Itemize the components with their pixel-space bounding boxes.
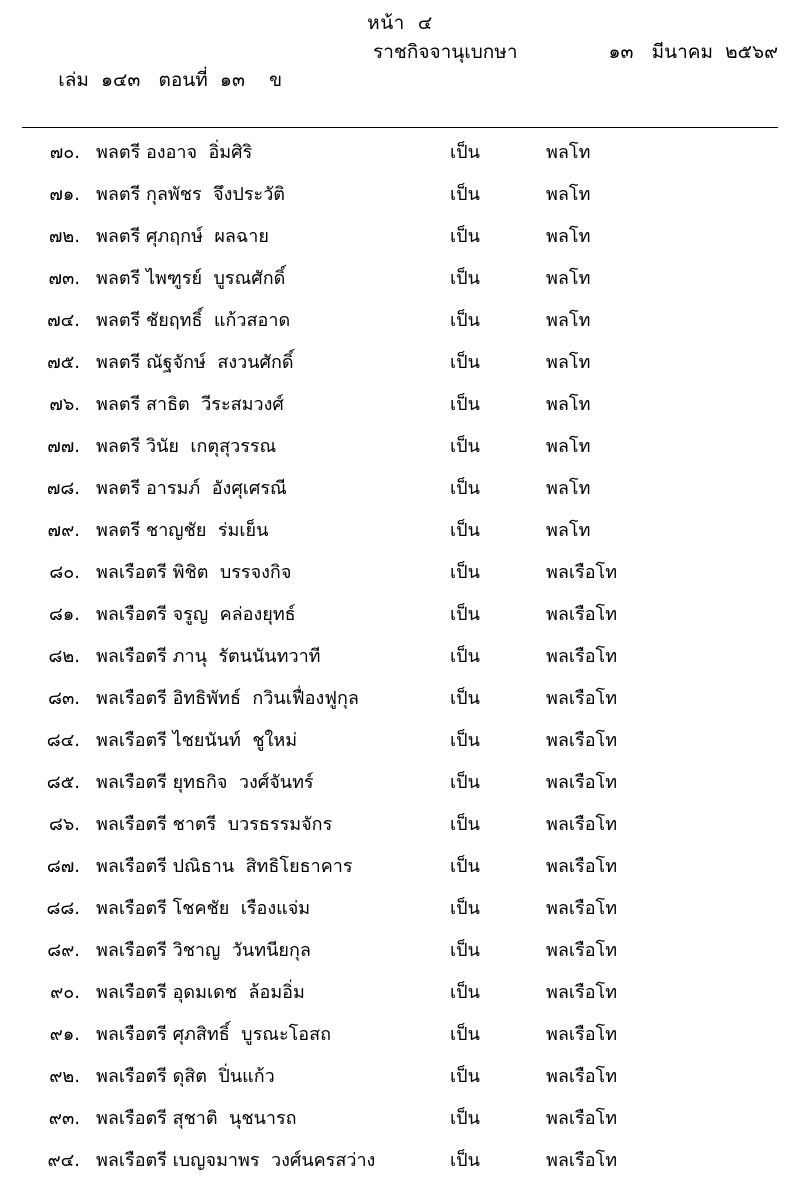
- list-item: [22, 562, 778, 604]
- list-item: [22, 646, 778, 688]
- item-number: ๗๓.: [48, 268, 80, 289]
- item-name: พลเรือตรี เบญจมาพร วงศ์นครสว่าง: [96, 1150, 376, 1171]
- item-new-rank: พลเรือโท: [546, 646, 618, 667]
- list-item: [22, 1150, 778, 1192]
- page-number: หน้า ๔: [367, 12, 433, 34]
- item-number: ๘๙.: [47, 940, 80, 961]
- item-number: ๗๖.: [49, 394, 80, 415]
- item-name: พลเรือตรี โชคชัย เรืองแจ่ม: [96, 898, 311, 919]
- publication-date: ๑๓ มีนาคม ๒๕๖๙: [608, 41, 778, 63]
- item-number: ๙๐.: [50, 982, 80, 1003]
- list-item: [22, 1108, 778, 1150]
- item-connector: เป็น: [450, 226, 480, 247]
- item-connector: เป็น: [450, 898, 480, 919]
- section-suffix: ข: [269, 69, 283, 91]
- list-item: [22, 1066, 778, 1108]
- item-new-rank: พลเรือโท: [546, 1108, 618, 1129]
- item-connector: เป็น: [450, 436, 480, 457]
- item-new-rank: พลเรือโท: [546, 940, 618, 961]
- item-name: พลตรี ศุภฤกษ์ ผลฉาย: [96, 226, 269, 247]
- item-new-rank: พลเรือโท: [546, 688, 618, 709]
- item-connector: เป็น: [450, 940, 480, 961]
- item-number: ๘๔.: [46, 730, 80, 751]
- item-number: ๗๙.: [47, 520, 80, 541]
- item-number: ๘๒.: [48, 646, 80, 667]
- list-item: [22, 394, 778, 436]
- list-item: [22, 226, 778, 268]
- section-label: ตอนที่ ๑๓: [158, 69, 245, 91]
- list-item: [22, 1024, 778, 1066]
- item-new-rank: พลโท: [546, 394, 591, 415]
- item-number: ๘๖.: [48, 814, 80, 835]
- item-connector: เป็น: [450, 184, 480, 205]
- item-connector: เป็น: [450, 646, 480, 667]
- item-new-rank: พลเรือโท: [546, 604, 618, 625]
- list-item: [22, 898, 778, 940]
- item-connector: เป็น: [450, 1066, 480, 1087]
- item-new-rank: พลเรือโท: [546, 730, 618, 751]
- item-number: ๙๒.: [49, 1066, 80, 1087]
- item-connector: เป็น: [450, 310, 480, 331]
- item-number: ๘๑.: [48, 604, 80, 625]
- item-connector: เป็น: [450, 1024, 480, 1045]
- item-name: พลตรี สาธิต วีระสมวงศ์: [96, 394, 284, 415]
- item-name: พลตรี ไพฑูรย์ บูรณศักดิ์: [96, 268, 286, 289]
- item-new-rank: พลเรือโท: [546, 814, 618, 835]
- item-name: พลเรือตรี ภานุ รัตนนันทวาที: [96, 646, 321, 667]
- list-item: [22, 940, 778, 982]
- list-item: [22, 184, 778, 226]
- item-connector: เป็น: [450, 562, 480, 583]
- item-name: พลเรือตรี จรูญ คล่องยุทธ์: [96, 604, 296, 625]
- item-name: พลเรือตรี อิทธิพัทธ์ กวินเฟื่องฟูกุล: [96, 688, 359, 709]
- item-new-rank: พลโท: [546, 478, 591, 499]
- item-number: ๗๘.: [46, 478, 80, 499]
- item-new-rank: พลเรือโท: [546, 1150, 618, 1171]
- item-connector: เป็น: [450, 982, 480, 1003]
- item-connector: เป็น: [450, 142, 480, 163]
- list-item: [22, 352, 778, 394]
- item-name: พลตรี วินัย เกตุสุวรรณ: [96, 436, 277, 457]
- item-number: ๘๗.: [46, 856, 80, 877]
- item-new-rank: พลโท: [546, 352, 591, 373]
- item-number: ๙๓.: [48, 1108, 80, 1129]
- page-header: [22, 38, 778, 122]
- item-connector: เป็น: [450, 856, 480, 877]
- item-name: พลเรือตรี ไชยนันท์ ชูใหม่: [96, 730, 298, 751]
- list-item: [22, 982, 778, 1024]
- item-connector: เป็น: [450, 772, 480, 793]
- list-item: [22, 520, 778, 562]
- item-connector: เป็น: [450, 1150, 480, 1171]
- item-name: พลตรี ณัฐจักษ์ สงวนศักดิ์: [96, 352, 294, 373]
- item-new-rank: พลเรือโท: [546, 982, 618, 1003]
- item-connector: เป็น: [450, 394, 480, 415]
- item-number: ๗๐.: [49, 142, 80, 163]
- item-name: พลตรี กุลพัชร จึงประวัติ: [96, 184, 285, 205]
- list-item: [22, 478, 778, 520]
- item-name: พลตรี ชาญชัย ร่มเย็น: [96, 520, 269, 541]
- item-new-rank: พลโท: [546, 436, 591, 457]
- item-number: ๗๒.: [48, 226, 80, 247]
- item-connector: เป็น: [450, 352, 480, 373]
- item-new-rank: พลเรือโท: [546, 1066, 618, 1087]
- gazette-title: ราชกิจจานุเบกษา: [373, 41, 518, 63]
- item-name: พลเรือตรี ศุภสิทธิ์ บูรณะโอสถ: [96, 1024, 332, 1045]
- list-item: [22, 772, 778, 814]
- item-number: ๗๗.: [47, 436, 80, 457]
- item-name: พลเรือตรี พิชิต บรรจงกิจ: [96, 562, 292, 583]
- item-connector: เป็น: [450, 814, 480, 835]
- list-item: [22, 814, 778, 856]
- item-name: พลเรือตรี ดุสิต ปิ่นแก้ว: [96, 1066, 275, 1087]
- item-name: พลตรี อารมภ์ อังศุเศรณี: [96, 478, 287, 499]
- item-number: ๗๑.: [49, 184, 80, 205]
- item-name: พลเรือตรี ยุทธกิจ วงศ์จันทร์: [96, 772, 314, 793]
- item-connector: เป็น: [450, 1108, 480, 1129]
- item-connector: เป็น: [450, 268, 480, 289]
- item-number: ๘๐.: [49, 562, 80, 583]
- item-connector: เป็น: [450, 478, 480, 499]
- header-left-group: [22, 38, 282, 122]
- item-new-rank: พลเรือโท: [546, 772, 618, 793]
- item-new-rank: พลโท: [546, 520, 591, 541]
- item-new-rank: พลเรือโท: [546, 898, 618, 919]
- list-item: [22, 142, 778, 184]
- item-new-rank: พลโท: [546, 184, 591, 205]
- item-name: พลเรือตรี วิชาญ วันทนียกุล: [96, 940, 311, 961]
- item-name: พลเรือตรี อุดมเดช ล้อมอิ่ม: [96, 982, 305, 1003]
- volume-label: เล่ม ๑๔๓: [58, 69, 141, 91]
- item-number: ๗๕.: [47, 352, 80, 373]
- list-item: [22, 856, 778, 898]
- item-number: ๗๔.: [47, 310, 80, 331]
- item-name: พลเรือตรี ชาตรี บวรธรรมจักร: [96, 814, 333, 835]
- list-item: [22, 688, 778, 730]
- promotion-list: [22, 142, 778, 1192]
- list-item: [22, 310, 778, 352]
- item-connector: เป็น: [450, 730, 480, 751]
- item-number: ๘๘.: [46, 898, 80, 919]
- item-new-rank: พลโท: [546, 226, 591, 247]
- list-item: [22, 604, 778, 646]
- item-new-rank: พลโท: [546, 268, 591, 289]
- item-name: พลตรี องอาจ อิ่มศิริ: [96, 142, 253, 163]
- item-connector: เป็น: [450, 688, 480, 709]
- item-new-rank: พลเรือโท: [546, 562, 618, 583]
- item-number: ๘๕.: [46, 772, 80, 793]
- list-item: [22, 730, 778, 772]
- item-new-rank: พลโท: [546, 310, 591, 331]
- item-new-rank: พลโท: [546, 142, 591, 163]
- item-name: พลตรี ชัยฤทธิ์ แก้วสอาด: [96, 310, 291, 331]
- item-connector: เป็น: [450, 520, 480, 541]
- list-item: [22, 436, 778, 478]
- header-divider: [22, 127, 778, 128]
- item-new-rank: พลเรือโท: [546, 1024, 618, 1045]
- item-name: พลเรือตรี ปณิธาน สิทธิโยธาคาร: [96, 856, 353, 877]
- item-number: ๙๔.: [47, 1150, 80, 1171]
- item-number: ๘๓.: [48, 688, 80, 709]
- item-connector: เป็น: [450, 604, 480, 625]
- item-new-rank: พลเรือโท: [546, 856, 618, 877]
- item-number: ๙๑.: [49, 1024, 80, 1045]
- list-item: [22, 268, 778, 310]
- item-name: พลเรือตรี สุชาติ นุชนารถ: [96, 1108, 297, 1129]
